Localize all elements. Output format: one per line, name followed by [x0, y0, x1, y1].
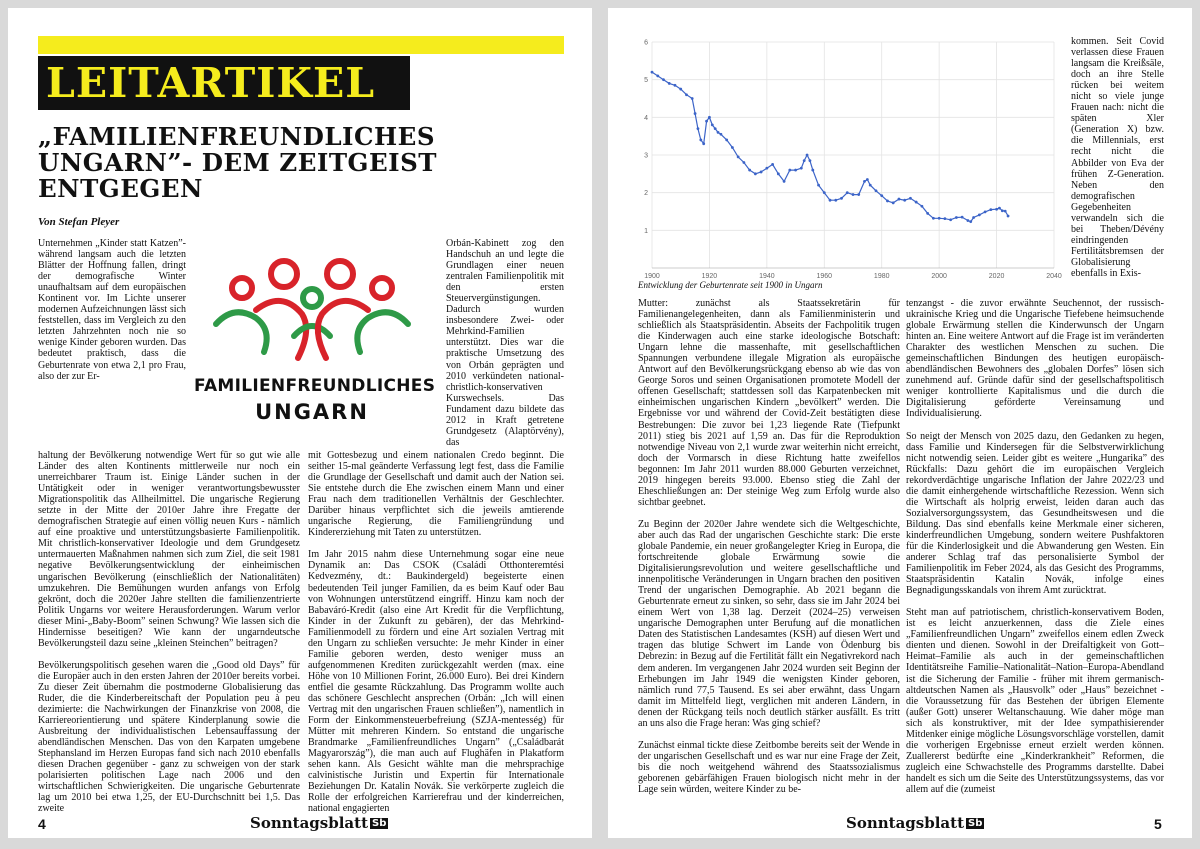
chart-data-point — [875, 189, 878, 192]
chart-data-point — [783, 180, 786, 183]
chart-data-point — [955, 216, 958, 219]
chart-points — [651, 71, 1010, 223]
accent-bar — [38, 36, 564, 54]
chart-data-point — [829, 199, 832, 202]
chart-x-tick-label: 1960 — [816, 273, 833, 280]
byline: Von Stefan Pleyer — [38, 216, 120, 228]
headline-line-1: „FAMILIENFREUNDLICHES — [38, 122, 436, 151]
birth-rate-chart — [638, 36, 1060, 282]
chart-data-point — [909, 197, 912, 200]
chart-data-point — [714, 127, 717, 130]
headline-line-2: UNGARN”- DEM ZEITGEIST — [38, 148, 438, 177]
chart-data-point — [898, 198, 901, 201]
chart-y-tick-label: 6 — [644, 39, 648, 47]
chart-data-point — [748, 169, 751, 172]
family-figures-icon — [194, 240, 430, 374]
chart-y-tick-label: 1 — [644, 227, 648, 235]
chart-data-point — [699, 139, 702, 142]
chart-x-tick-label: 1980 — [873, 273, 890, 280]
chart-data-point — [938, 217, 941, 220]
chart-data-point — [995, 208, 998, 211]
chart-data-point — [961, 216, 964, 219]
chart-data-point — [969, 220, 972, 223]
chart-data-point — [966, 219, 969, 222]
paragraph: Orbán-Kabinett zog den Handschuh an und legte die Grundlagen einer neuen zentralen Familienpolitik mit den ersten Steuervergünstigungen. Dadurch wurden insbesondere Zwei- oder Mehrkind-Familien unterstützt. Dies war die praktische Umsetzung des von Orbán geprägten und 2010 verkündeten national-christlich-konservativen Kurswechsels. Das Fundament dazu bildete das 2012 in Kraft getretene Grundgesetz (Alaptörvény), das — [446, 238, 564, 448]
section-kicker: LEITARTIKEL — [38, 56, 410, 110]
chart-data-point — [662, 78, 665, 81]
chart-data-point — [866, 178, 869, 181]
chart-data-point — [863, 180, 866, 183]
paragraph: Zunächst einmal tickte diese Zeitbombe bereits seit der Wende in der ungarischen Gesellschaft und es war nur eine Frage der Zeit, bis die noch weitgehend während des Staatssozialismus geborenen gebärfähigen Frauen biologisch nicht mehr in der Lage sein würden, weitere Kinder zu be- — [638, 739, 900, 795]
masthead — [846, 814, 984, 832]
chart-x-tick-label: 2040 — [1046, 273, 1062, 280]
left-page — [8, 8, 592, 838]
masthead-badge: Sb — [968, 818, 983, 829]
headline-line-3: ENTGEGEN — [38, 174, 203, 203]
chart-data-point — [817, 184, 820, 187]
chart-data-point — [668, 82, 671, 85]
chart-data-point — [777, 172, 780, 175]
chart-data-point — [880, 194, 883, 197]
chart-caption: Entwicklung der Geburtenrate seit 1900 in Ungarn — [638, 280, 823, 290]
chart-x-tick-label: 1900 — [644, 273, 660, 280]
chart-y-tick-label: 5 — [644, 77, 648, 85]
chart-x-tick-label: 1940 — [759, 273, 775, 280]
chart-data-point — [656, 75, 659, 78]
chart-data-point — [803, 159, 806, 162]
chart-data-point — [705, 120, 708, 123]
column-3-top — [446, 238, 564, 450]
column-b — [906, 298, 1164, 828]
column-left-body — [38, 450, 300, 828]
chart-data-point — [915, 201, 918, 204]
chart-data-point — [674, 84, 677, 87]
chart-data-point — [691, 97, 694, 100]
chart-data-point — [794, 169, 797, 172]
masthead-badge: Sb — [372, 818, 387, 829]
masthead-title: Sonntagsblatt — [250, 814, 368, 832]
paragraph: Unternehmen „Kinder statt Katzen”- während langsam auch die letzten Blätter der Hoffnung fallen, dringt der demografische Winter unaufhaltsam auf dem europäischen Kontinent vor. Im Lichte unserer modernen Aufzeichnungen lässt sich feststellen, dass im Vergleich zu den letzten Jahrzehnten noch nie so wenige Kinder geboren wurden. Das bedeutet praktisch, dass die Geburtenrate von etwa 2,1 pro Frau, also der zur Er- — [38, 238, 186, 382]
logo-title: FAMILIENFREUNDLICHES — [194, 376, 436, 396]
paragraph: tenzangst - die zuvor erwähnte Seuchennot, der russisch-ukrainische Krieg und die Ungarische Tiefebene heimsuchende globale Erwärmung stellen die Kinderwunsch der Ungarn hinten an. Eine weitere Antwort auf die Frage ist im veränderten Charakter des westlichen Menschen zu suchen. Die gemeinschaftlichen Bindungen des heutigen europäisch-abendländischen Bewohners des „globalen Dorfes” lösen sich zunehmend auf. Gründe dafür sind der gesellschaftspolitisch weniger kontrollierte Kapitalismus und die durch die Digitalisierung geförderte Vereinsamung und Individualisierung. — [906, 298, 1164, 420]
chart-data-point — [949, 218, 952, 221]
chart-x-tick-label: 2000 — [931, 273, 947, 280]
chart-x-tick-label: 1920 — [701, 273, 718, 280]
chart-data-point — [972, 216, 975, 219]
chart-data-point — [806, 154, 809, 157]
chart-data-point — [651, 71, 654, 74]
chart-data-point — [685, 93, 688, 96]
chart-data-point — [857, 193, 860, 196]
chart-data-point — [840, 197, 843, 200]
chart-data-point — [846, 191, 849, 194]
chart-data-point — [932, 217, 935, 220]
chart-x-tick-label: 2020 — [988, 273, 1005, 280]
chart-data-point — [725, 139, 728, 142]
chart-data-point — [694, 112, 697, 115]
masthead — [250, 814, 388, 832]
paragraph: Mutter: zunächst als Staatssekretärin für Familienangelegenheiten, dann als Familienministerin und schließlich als Staatspräsidentin. Abseits der Fachpolitik trugen die Kinderwagen auch eine starke ideologische Botschaft: Ungarn lehne die massenhafte, mit gesellschaftlichen Spannungen verbundene illegale Migration als europäische Antwort auf den Bevölkerungsrückgang ebenso ab wie das von George Soros und seinen Organisationen promotete Modell der offenen Gesellschaft; stattdessen soll das Karpatenbecken mit einheimischen ungarischen Kindern „bevölkert” werden. Die Ergebnisse vor und während der Covid-Zeit bestätigten diese Bestrebungen: Die zuvor bei 1,23 liegende Rate (Tiefpunkt 2011) stieg bis 2021 auf 1,59 an. Das für die Reproduktion notwendige Niveau von 2,1 wurde zwar weiterhin nicht erreicht, doch der Vormarsch in diese Richtung hatte zweifellos begonnen: Im Jahr 2011 wurden 88.000 Geburten verzeichnet, 2019 hingegen bereits 93.000. Ebenso stieg die Zahl der Eheschließungen an: Der steinige Weg zum Erfolg wurde also sichtbar geebnet. — [638, 298, 900, 508]
chart-data-point — [679, 88, 682, 91]
chart-data-point — [711, 123, 714, 126]
chart-data-point — [943, 217, 946, 220]
chart-data-point — [852, 193, 855, 196]
chart-data-point — [771, 163, 774, 166]
chart-data-point — [765, 167, 768, 170]
chart-data-point — [717, 131, 720, 134]
chart-data-point — [998, 207, 1001, 210]
chart-data-point — [811, 169, 814, 172]
chart-data-point — [697, 127, 700, 130]
chart-data-point — [823, 191, 826, 194]
paragraph: Steht man auf patriotischem, christlich-konservativem Boden, ist es leicht anzuerkennen, dass die Ziele eines „Familienfreundlichen Ungarn” zweifellos einem edlen Zweck dienten und dienen. Sowohl in der Dreifaltigkeit von Gott–Heimat–Familie als auch in der gemeinschaftlichen Identitätsreihe Familie–Nationalität–Nation–Europa-Abendland ist die Sicherung der Familie - früher mit ihrem germanisch-altdeutschen Namen als „Hausvolk” oder „Haus” bezeichnet - die Voraussetzung für das Bestehen der übrigen Elemente (außer Gott) unserer Weltanschauung. Wie daher möge man sich als konstruktiver, mit der Idee sympathisierender Mitdenker einige mögliche Lösungsvorschläge vorstellen, damit die vorherigen Ergebnisse erneut erzielt werden können. Zuallererst bedürfte eine „Kinderkrankheit” Reformen, die zugleich eine Schwachstelle des Programms darstellte. Dabei handelt es sich um die Seite des Unterstützungssystems, das vor allem auf die (zumeist — [906, 607, 1164, 795]
chart-data-point — [754, 172, 757, 175]
chart-data-point — [1004, 210, 1007, 213]
chart-data-point — [926, 212, 929, 215]
chart-data-point — [702, 142, 705, 145]
chart-ticks — [644, 40, 1062, 281]
chart-y-tick-label: 2 — [644, 190, 648, 198]
paragraph: mit Gottesbezug und einem nationalen Credo beginnt. Die seither 15-mal geänderte Verfassung legt fest, dass die Familie die Grundlage der Gesellschaft und damit auch der Nation sei. Sie entstehe durch die Ehe zwischen einem Mann und einer Frau nach dem traditionellen Verhältnis der Geschlechter. Darüber hinaus verpflichtet sich die jeweils amtierende ungarische Regierung, die Familiengründung und Kindererziehung mit Taten zu unterstützen. — [308, 450, 564, 539]
right-page — [608, 8, 1192, 838]
chart-data-point — [989, 208, 992, 211]
chart-data-point — [720, 133, 723, 136]
chart-data-point — [800, 167, 803, 170]
chart-data-point — [892, 201, 895, 204]
paragraph: So neigt der Mensch von 2025 dazu, den Gedanken zu hegen, dass Familie und Kindersegen für die Selbstverwirklichung nicht notwendig seien. Leider gibt es weitere „Hungarika” des Rückfalls: Dazu gehört die im europäischen Vergleich rekordverdächtige ungarische Inflation der Jahre 2022/23 und die damit einhergehende wirtschaftliche Rezession. Wenn sich die Wirtschaft als holprig erweist, leiden daran auch das Sozialversorgungssystem, das Gesundheitswesen und die Bildung. Das sind ebenfalls keine Merkmale einer sicheren, kinderfreundlichen Umgebung, sondern weitere Pushfaktoren für die Kinderlosigkeit und die Abwanderung gen Westen. Ein anderer Schlag traf das personalisierte Symbol der Familienpolitik im Feber 2024, als das Gesicht des Programms, Staatspräsidentin Katalin Novák, infolge eines Begnadigungsskandals von ihrem Amt zurücktrat. — [906, 430, 1164, 597]
chart-data-point — [978, 213, 981, 216]
chart-data-point — [869, 184, 872, 187]
page-number: 5 — [1154, 816, 1162, 832]
column-1-top — [38, 238, 186, 448]
paragraph: Zu Beginn der 2020er Jahre wendete sich die Weltgeschichte, aber auch das Rad der ungarischen Geschichte stark: Die erste globale Pandemie, ein neuer großangelegter Krieg in Europa, die fortschreitende globale Erwärmung sowie die Digitalisierungsrevolution und weitere gesellschaftliche und innenpolitische Veränderungen in Ungarn brachen den positiven Trend der ungarischen Demographie. Ab 2021 begann die Geburtenrate erneut zu sinken, so sehr, dass sie im Jahr 2024 bei einem Wert von 1,38 lag. Derzeit (2024–25) verweisen ungarische Demographen unter Berufung auf die monatlichen Daten des Statistischen Landesamtes (KSH) auf diesen Wert und tragen das blutige Schwert im Lande von Ödenburg bis Debrezin: in Bezug auf die Fertilität fällt ein Negativrekord nach dem anderen. Im vergangenen Jahr 2024 wurden seit Beginn der Erhebungen im Jahr 1949 die wenigsten Kinder geboren, nämlich rund 77,5 Tausend. Es sei aber erwähnt, dass Ungarn damit im Mittelfeld liegt, verglichen mit anderen Ländern, in denen der Rückgang teils noch deutlich stärker ausfällt. Es tritt an uns also die Frage heran: Was ging schief? — [638, 518, 900, 729]
chart-data-point — [921, 205, 924, 208]
chart-data-point — [834, 199, 837, 202]
chart-data-point — [886, 200, 889, 203]
column-top-right — [1071, 36, 1164, 298]
chart-y-tick-label: 4 — [644, 114, 648, 122]
paragraph: Bevölkerungspolitisch gesehen waren die „Good old Days” für die Europäer auch in den ersten Jahren der 2010er bereits vorbei. Zu dieser Zeit übernahm die postmoderne Globalisierung das Ruder, die die Kinderbereitschaft der Population peu à peu dezimierte: die Nachwirkungen der Finanzkrise von 2008, die Karriereorientierung und spätere Kinderplanung sowie die Ausbreitung der individualistischen Lebensauffassung der abendländischen Menschen. Das von den Karpaten umgebene Stephansland im Herzen Europas fand sich nach 2010 ebenfalls diesen Drachen gegenüber - ganz zu schweigen von der stark polarisierten politischen Lage nach 2006 und den wirtschaftlichen Schwierigkeiten. Die ungarische Geburtenrate lag um 2010 bei etwa 1,25, der EU-Durchschnitt bei 1,5. Das zweite — [38, 659, 300, 815]
chart-data-point — [1007, 215, 1010, 218]
chart-data-point — [1001, 209, 1004, 212]
chart-data-point — [731, 146, 734, 149]
chart-data-point — [809, 159, 812, 162]
paragraph: haltung der Bevölkerung notwendige Wert für so gut wie alle Länder des alten Kontinents mittlerweile nur noch ein unerreichbarer Traum ist. Einige Länder suchen in der Untätigkeit oder in weniger verantwortungsbewusster Migrationspolitik das Allheilmittel. Die ungarische Regierung setzte in der Mitte der 2010er Jahre ihre Fregatte der demografischen Strategie auf einen völlig neuen Kurs - nämlich auf eine proaktive und unterstützungsbasierte Familienpolitik. Mit christlich-konservativer Ideologie und dem Grundgesetz untermauerten Maßnahmen nahmen sich zum Ziel, die seit 1981 negative Bevölkerungsentwicklung der einheimischen ungarischen Bevölkerung (einschließlich der Nationalitäten) umzukehren. Die Bemühungen wurden anfangs von Erfolg gekrönt, doch die 2020er Jahre stellten die familienzentrierte Politik Ungarns vor weitere Herausforderungen. Warum verlor dieser Mini-„Baby-Boom” seinen Schwung? Wie lassen sich die Hindernisse beseitigen? Wie kann der ungarndeutsche Bevölkerungsteil dazu seine „kleinen Steinchen” beitragen? — [38, 450, 300, 649]
chart-data-point — [742, 161, 745, 164]
column-right-body — [308, 450, 564, 828]
chart-data-point — [903, 199, 906, 202]
page-number: 4 — [38, 816, 46, 832]
column-a — [638, 298, 900, 828]
familienfreundliches-ungarn-logo — [194, 240, 436, 436]
article-headline — [38, 124, 558, 202]
chart-y-tick-label: 3 — [644, 152, 648, 160]
paragraph: Im Jahr 2015 nahm diese Unternehmung sogar eine neue Dynamik an: Das CSOK (Családi Otthonteremtési Kedvezmény, dt.: Baukindergeld) begeisterte einen bedeutenden Teil junger Familien, da es beim Kauf oder Bau von Wohnungen unterstützend eingriff. Hinzu kam noch der Babaváró-Kredit (also eine Art Kredit für die Verpflichtung, Kinder in der Zukunft zu gebären), der das Mehrkind-Familienmodell zu fördern und eine Art sozialen Vertrag mit den Ungarn zu schließen versuchte: Je mehr Kinder in einer Familie geboren werden, desto weniger muss an aufgenommenen Krediten zurückgezahlt werden (max. eine Höhe von 10 Millionen Forint, 26.000 Euro). Bei drei Kindern entfiel die gesamte Rückzahlung. Das Programm wollte auch das schönere Geschlecht ansprechen (Orbán: „Ich will einen Vertrag mit den ungarischen Frauen schließen”), namentlich in Form der Einkommensteuerbefreiung (SZJA-mentesség) für Mütter mit mehreren Kindern. So entstand die ungarische Brandmarke „Familienfreundliches Ungarn” („Családbarát Magyarország”), die man auch auf Flughäfen in Plakatform sehen kann. Als Gesicht wählte man die mehrsprachige calvinistische Juristin und Expertin für Internationale Beziehungen Dr. Katalin Novák. Sie verkörperte zugleich die Rolle der erfolgreichen Karrierefrau und der kinderreichen, national engagierten — [308, 549, 564, 815]
masthead-title: Sonntagsblatt — [846, 814, 964, 832]
chart-data-point — [984, 210, 987, 213]
chart-data-point — [788, 169, 791, 172]
logo-subtitle: UNGARN — [255, 400, 369, 424]
chart-data-point — [760, 171, 763, 174]
chart-data-point — [708, 116, 711, 119]
paragraph: kommen. Seit Covid verlassen diese Frauen langsam die Kreißsäle, doch an ihre Stelle rücken bei weitem nicht so viele junge Frauen nach: nicht die späten Xler (Generation X) bzw. die Millennials, erst recht nicht die Abbilder von Eva der frühen Z-Generation. Neben den demografischen Gegebenheiten verwandeln sich die bei Theben/Dévény eindringenden Fertilitätsbremsen der Globalisierung ebenfalls in Exis- — [1071, 36, 1164, 279]
chart-grid — [652, 42, 1054, 268]
chart-data-point — [737, 155, 740, 158]
